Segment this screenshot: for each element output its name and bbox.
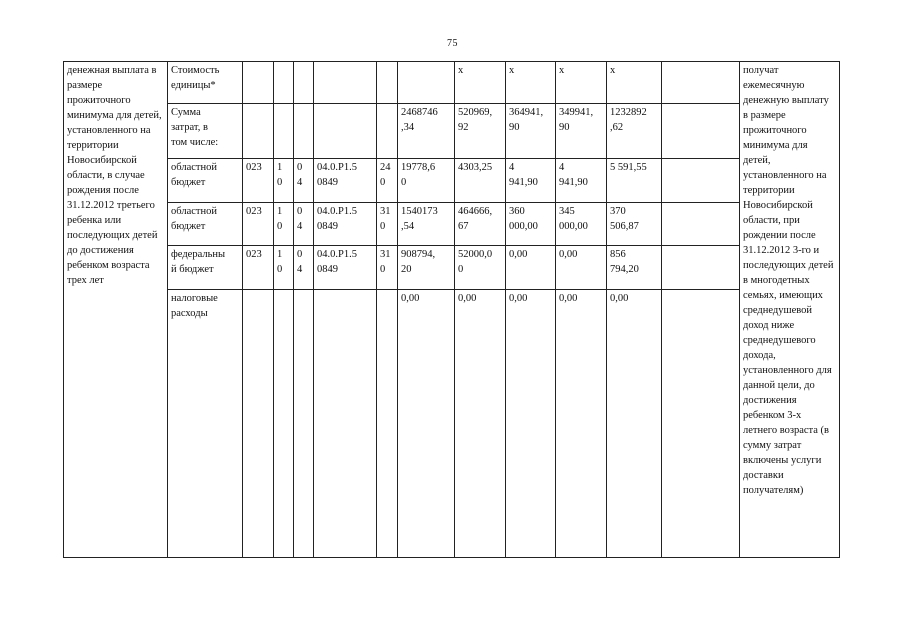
pr-cell: 0 4 — [294, 159, 314, 203]
value-cell — [662, 246, 740, 290]
value-cell: 364941, 90 — [506, 104, 556, 159]
vr-cell: 24 0 — [377, 159, 398, 203]
value-cell: 0,00 — [607, 290, 662, 558]
grbs-cell — [243, 62, 274, 104]
rz-cell: 1 0 — [274, 246, 294, 290]
vr-cell: 31 0 — [377, 203, 398, 246]
value-cell — [662, 159, 740, 203]
indicator-cell: налоговые расходы — [168, 290, 243, 558]
value-cell — [662, 203, 740, 246]
value-cell: 4 941,90 — [556, 159, 607, 203]
value-cell: 0,00 — [398, 290, 455, 558]
table-row — [64, 104, 840, 159]
csr-cell: 04.0.P1.5 0849 — [314, 159, 377, 203]
value-cell: 0,00 — [506, 290, 556, 558]
value-cell: 370 506,87 — [607, 203, 662, 246]
budget-table — [63, 61, 840, 558]
value-cell: 345 000,00 — [556, 203, 607, 246]
value-cell: х — [455, 62, 506, 104]
csr-cell — [314, 62, 377, 104]
csr-cell — [314, 290, 377, 558]
grbs-cell: 023 — [243, 159, 274, 203]
value-cell: х — [607, 62, 662, 104]
rz-cell — [274, 62, 294, 104]
value-cell: 1540173 ,54 — [398, 203, 455, 246]
indicator-cell: федеральны й бюджет — [168, 246, 243, 290]
csr-cell: 04.0.P1.5 0849 — [314, 246, 377, 290]
pr-cell: 0 4 — [294, 246, 314, 290]
value-cell: 2468746 ,34 — [398, 104, 455, 159]
value-cell — [398, 62, 455, 104]
value-cell: 464666, 67 — [455, 203, 506, 246]
vr-cell — [377, 290, 398, 558]
indicator-cell: областной бюджет — [168, 159, 243, 203]
rz-cell: 1 0 — [274, 203, 294, 246]
value-cell: 4 941,90 — [506, 159, 556, 203]
grbs-cell: 023 — [243, 203, 274, 246]
grbs-cell — [243, 290, 274, 558]
value-cell: 0,00 — [556, 246, 607, 290]
pr-cell — [294, 290, 314, 558]
value-cell: 360 000,00 — [506, 203, 556, 246]
csr-cell — [314, 104, 377, 159]
rz-cell — [274, 290, 294, 558]
indicator-cell: областной бюджет — [168, 203, 243, 246]
value-cell: х — [506, 62, 556, 104]
value-cell — [662, 62, 740, 104]
rz-cell: 1 0 — [274, 159, 294, 203]
value-cell: 0,00 — [455, 290, 506, 558]
value-cell: 520969, 92 — [455, 104, 506, 159]
measure-description-cell: денежная выплата в размере прожиточного минимума для детей, установленного на территории Новосибирской области, в случае рождения после 31.12.2012 третьего ребенка или последующих детей до достижения ребенком возраста трех лет — [64, 62, 168, 558]
pr-cell — [294, 62, 314, 104]
vr-cell — [377, 104, 398, 159]
table-row — [64, 203, 840, 246]
indicator-cell: Стоимость единицы* — [168, 62, 243, 104]
value-cell: 908794, 20 — [398, 246, 455, 290]
value-cell: 349941, 90 — [556, 104, 607, 159]
table-row — [64, 159, 840, 203]
table-body — [64, 62, 840, 558]
pr-cell — [294, 104, 314, 159]
value-cell: 0,00 — [506, 246, 556, 290]
csr-cell: 04.0.P1.5 0849 — [314, 203, 377, 246]
vr-cell: 31 0 — [377, 246, 398, 290]
rz-cell — [274, 104, 294, 159]
grbs-cell — [243, 104, 274, 159]
value-cell: х — [556, 62, 607, 104]
value-cell: 52000,0 0 — [455, 246, 506, 290]
table-row — [64, 62, 840, 104]
pr-cell: 0 4 — [294, 203, 314, 246]
value-cell — [662, 290, 740, 558]
grbs-cell: 023 — [243, 246, 274, 290]
vr-cell — [377, 62, 398, 104]
value-cell: 1232892 ,62 — [607, 104, 662, 159]
indicator-cell: Сумма затрат, в том числе: — [168, 104, 243, 159]
page-number: 75 — [447, 38, 458, 49]
value-cell — [662, 104, 740, 159]
value-cell: 5 591,55 — [607, 159, 662, 203]
table-row — [64, 246, 840, 290]
value-cell: 856 794,20 — [607, 246, 662, 290]
table-row — [64, 290, 840, 558]
value-cell: 19778,6 0 — [398, 159, 455, 203]
value-cell: 0,00 — [556, 290, 607, 558]
expected-result-cell: получат ежемесячную денежную выплату в размере прожиточного минимума для детей, установленного на территории Новосибирской области, при рождении после 31.12.2012 3-го и последующих детей в многодетных семьях, имеющих среднедушевой доход ниже среднедушевого дохода, установленного для данной цели, до достижения ребенком 3-х летнего возраста (в сумму затрат включены услуги доставки получателям) — [740, 62, 840, 558]
value-cell: 4303,25 — [455, 159, 506, 203]
